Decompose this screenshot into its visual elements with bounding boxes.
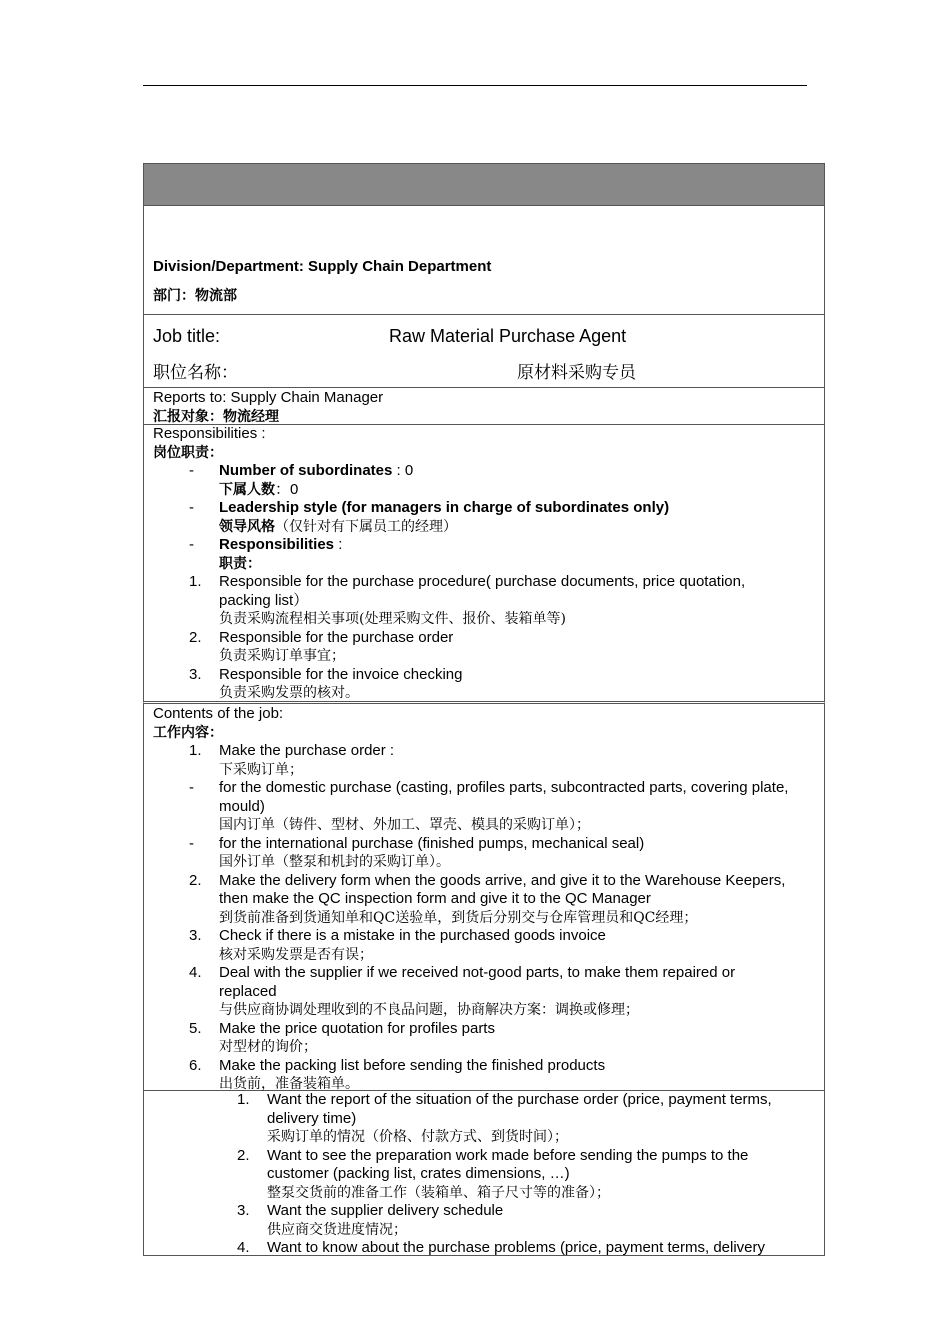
list-item [153,742,824,779]
list-number: 1. [189,573,202,590]
list-text-cn: 国外订单（整泵和机封的采购订单）。 [219,854,450,870]
list-text-en: Responsible for the purchase procedure( purchase documents, price quotation, [219,573,746,590]
list-item [153,666,824,703]
table-header-band [143,163,825,206]
job-title-label-en: Job title: [153,326,221,346]
list-text-cn: 核对采购发票是否有误； [219,946,373,963]
list-item [144,1202,824,1239]
subordinates-value: : 0 [392,462,414,479]
bullet-dash: - [189,536,194,553]
manager-expectations-cell [143,1091,825,1256]
list-text-en: for the domestic purchase (casting, profiles parts, subcontracted parts, covering plate, [219,779,789,796]
leadership-item [153,499,824,536]
list-number: 3. [189,665,202,683]
list-text-en-cont: replaced [219,982,277,1000]
job-title-value-cn: 原材料采购专员 [517,363,636,383]
resp-cn: 职责： [219,555,261,572]
list-text-en: Make the delivery form when the goods arrive, and give it to the Warehouse Keepers, [219,871,786,889]
list-number: 2. [237,1146,250,1164]
list-item [153,1057,824,1094]
list-text-en-cont: delivery time) [267,1109,357,1127]
list-text-cn: 到货前准备到货通知单和QC送验单，到货后分别交与仓库管理员和QC经理； [219,909,698,926]
list-text-cn: 采购订单的情况（价格、付款方式、到货时间）； [267,1129,568,1145]
list-text-en: Make the packing list before sending the finished products [219,1056,606,1074]
list-text-en: Responsible for the purchase order [219,628,454,646]
leadership-cn-label: 领导风格 [219,518,275,535]
responsibilities-cell [143,425,825,704]
list-item [153,835,824,872]
list-text-en: Want to know about the purchase problems (price, payment terms, delivery [267,1239,766,1256]
department-cell [143,206,825,315]
list-text-cn: 负责采购订单事宜； [219,648,345,664]
list-marker: - [189,834,194,852]
list-marker: - [189,779,194,796]
list-marker: 2. [189,871,202,889]
subordinates-label: Number of subordinates [219,462,393,479]
list-number: 1. [237,1091,250,1108]
list-marker: 5. [189,1019,202,1037]
resp-colon: : [334,536,343,553]
list-item [153,573,824,629]
bullet-dash: - [189,499,194,516]
subordinates-cn-label: 下属人数 [219,481,275,498]
list-text-en-cont: customer (packing list, crates dimensions, …) [267,1165,570,1182]
list-item [153,964,824,1020]
list-text-en: Responsible for the invoice checking [219,665,463,683]
bullet-dash: - [189,462,194,479]
leadership-en: Leadership style (for managers in charge of subordinates only) [219,499,670,516]
list-item [144,1091,824,1147]
list-marker: 1. [189,742,202,759]
reports-to-cell [143,388,825,425]
reports-to-cn: 汇报对象：物流经理 [153,408,279,425]
list-text-en: Want to see the preparation work made before sending the pumps to the [267,1146,749,1164]
job-description-table [143,163,825,1256]
responsibilities-sub-item [153,536,824,573]
responsibilities-heading-en: Responsibilities : [153,425,266,442]
list-item [153,1020,824,1057]
list-text-en-cont: then make the QC inspection form and give it to the QC Manager [219,890,651,907]
list-text-cn: 整泵交货前的准备工作（装箱单、箱子尺寸等的准备）； [267,1184,610,1201]
responsibilities-heading-cn: 岗位职责： [153,444,223,461]
page-header-rule [143,85,807,86]
contents-cell [143,704,825,1091]
list-text-cn: 下采购订单； [219,761,303,778]
list-marker: 3. [189,927,202,944]
list-item [153,779,824,835]
list-item [153,872,824,928]
list-text-cn: 对型材的询价； [219,1039,317,1055]
leadership-cn-note: （仅针对有下属员工的经理） [275,518,457,535]
list-text-en-cont: packing list） [219,591,309,609]
job-title-value-en: Raw Material Purchase Agent [389,326,627,346]
list-number: 2. [189,628,202,646]
list-text-en: Want the report of the situation of the purchase order (price, payment terms, [267,1091,772,1108]
job-title-label-cn: 职位名称： [153,363,238,383]
contents-heading-cn: 工作内容： [153,724,223,741]
subordinates-item [153,462,824,499]
list-text-en-cont: mould) [219,797,265,815]
list-item [153,629,824,666]
list-text-en: Want the supplier delivery schedule [267,1202,504,1219]
list-text-cn: 出货前，准备装箱单。 [219,1076,359,1092]
list-text-en: Check if there is a mistake in the purchased goods invoice [219,927,606,944]
list-text-cn: 供应商交货进度情况； [267,1221,407,1238]
list-text-cn: 负责采购发票的核对。 [219,685,359,701]
department-cn: 部门：物流部 [153,288,237,304]
subordinates-cn-value: ：0 [275,480,299,498]
list-item [144,1239,824,1256]
list-text-en: Deal with the supplier if we received not-good parts, to make them repaired or [219,964,736,981]
list-item [153,927,824,964]
list-text-cn: 与供应商协调处理收到的不良品问题，协商解决方案：调换或修理； [219,1002,639,1018]
list-item [144,1147,824,1203]
resp-label: Responsibilities [219,536,335,553]
job-title-cell [143,315,825,388]
contents-heading-en: Contents of the job: [153,705,284,722]
list-text-cn: 负责采购流程相关事项(处理采购文件、报价、装箱单等) [219,611,566,627]
list-text-en: for the international purchase (finished pumps, mechanical seal) [219,834,645,852]
list-marker: 6. [189,1056,202,1074]
reports-to-en: Reports to: Supply Chain Manager [153,389,384,406]
list-number: 4. [237,1239,250,1256]
list-text-en: Make the purchase order : [219,742,395,759]
list-marker: 4. [189,964,202,981]
list-number: 3. [237,1202,250,1219]
department-en: Division/Department: Supply Chain Department [153,258,492,275]
list-text-cn: 国内订单（铸件、型材、外加工、罩壳、模具的采购订单）； [219,817,590,833]
list-text-en: Make the price quotation for profiles parts [219,1019,495,1037]
